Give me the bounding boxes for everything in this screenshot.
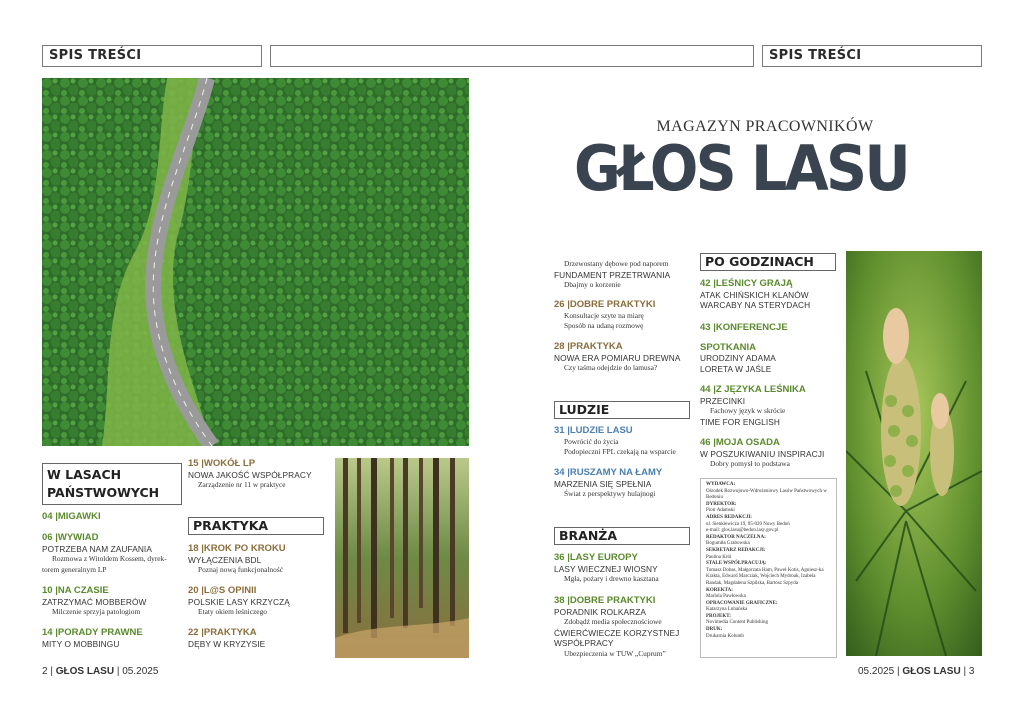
toc-entry-fundament[interactable]: [554, 259, 694, 291]
toc-entry-head: 36 |LASY EUROPY: [554, 552, 638, 563]
toc-entry-head: 04 |MIGAWKI: [42, 511, 101, 522]
toc-entry-lasy-europy[interactable]: [554, 553, 694, 585]
toc-entry-desc: Milczenie sprzyja patologiom: [52, 607, 141, 616]
footer-separator: |: [963, 666, 967, 677]
imprint-item: KOREKTA: Marlola Pawłowska: [706, 587, 746, 600]
toc-entry-desc: Rozmowa z Witoldem Kossem, dyrek-: [52, 554, 167, 563]
imprint-item: DYREKTOR: Piotr Adamski: [706, 501, 737, 514]
toc-entry-title: FUNDAMENT PRZETRWANIA: [554, 269, 671, 280]
toc-entry-title: W POSZUKIWANIU INSPIRACJI: [700, 448, 825, 459]
toc-entry-head: 31 |LUDZIE LASU: [554, 425, 633, 436]
toc-entry-desc: Konsultacje szyte na miarę: [564, 310, 644, 320]
toc-entry-desc: Ubezpieczenia w TUW „Cuprum”: [564, 648, 666, 658]
toc-entry-head: 20 |L@S OPINII: [188, 585, 257, 596]
section-praktyka: PRAKTYKA: [188, 517, 324, 535]
toc-entry-title: MARZENIA SIĘ SPEŁNIA: [554, 478, 652, 489]
footer-separator: |: [50, 666, 53, 677]
toc-entry-porady-prawne[interactable]: [42, 628, 187, 649]
imprint-item: ADRES REDAKCJI: ul. Sienkiewicza 19, 95-020 Nowy Bedoń e-mail: glos.lasu@bedon.lasy.gov.pl: [706, 514, 790, 534]
toc-entry-head: 34 |RUSZAMY NA ŁAMY: [554, 467, 663, 478]
section-po-godzinach: PO GODZINACH: [700, 253, 836, 271]
imprint-item: OPRACOWANIE GRAFICZNE: Katarzyna Lubańska: [706, 600, 778, 613]
toc-entry-title: ZATRZYMAĆ MOBBERÓW: [42, 596, 147, 607]
footer-date: 05.2025: [122, 666, 159, 677]
header-center-bar: [270, 45, 754, 67]
toc-entry-praktyka-22[interactable]: [188, 628, 333, 649]
toc-entry-desc: Zdobądź media społecznościowe: [564, 617, 662, 626]
toc-entry-dobre-praktyki-26[interactable]: [554, 300, 694, 332]
imprint-item: SEKRETARZ REDAKCJI: Paulina Król: [706, 547, 766, 560]
page-number: 3: [968, 666, 975, 677]
toc-entry-migawki[interactable]: [42, 512, 187, 523]
footer-left: [42, 666, 158, 677]
toc-entry-head: 42 |LEŚNICY GRAJĄ: [700, 278, 793, 289]
toc-entry-head: SPOTKANIA: [700, 342, 756, 353]
toc-entry-title: LORETA W JAŚLE: [700, 364, 772, 374]
toc-entry-title: POTRZEBA NAM ZAUFANIA: [42, 543, 152, 554]
toc-entry-konferencje[interactable]: [700, 322, 845, 375]
imprint-item: WYDAWCA: Ośrodek Rozwojowo-Wdrożeniowy Lasów Państwowych w Bedoniu: [706, 482, 827, 501]
toc-entry-desc: Fachowy język w skrócie: [710, 406, 786, 415]
toc-entry-title: WARCABY NA STERYDACH: [700, 300, 811, 310]
toc-entry-head: 43 |KONFERENCJE: [700, 322, 788, 333]
toc-entry-head: 44 |Z JĘZYKA LEŚNIKA: [700, 384, 806, 395]
toc-entry-title: PORADNIK ROLKARZA: [554, 606, 647, 617]
toc-entry-lesnicy-graja[interactable]: [700, 279, 845, 311]
toc-entry-title: MITY O MOBBINGU: [42, 638, 120, 649]
toc-entry-title: NOWA JAKOŚĆ WSPÓŁPRACY: [188, 469, 312, 480]
page-number: 2: [42, 666, 48, 677]
toc-entry-head: 14 |PORADY PRAWNE: [42, 627, 143, 638]
toc-entry-wywiad[interactable]: [42, 533, 187, 575]
toc-entry-na-czasie[interactable]: [42, 586, 187, 618]
footer-brand: GŁOS LASU: [902, 666, 961, 677]
forest-trunks-image: [335, 458, 469, 658]
footer-right: [858, 666, 974, 677]
toc-entry-head: 46 |MOJA OSADA: [700, 437, 780, 448]
masthead-subtitle: MAGAZYN PRACOWNIKÓW: [656, 118, 874, 135]
imprint-item: STALE WSPÓŁPRACUJĄ: Tomasz Dobas, Małgorzata Ham, Paweł Kotis, Agniesz-ka Krakta, Edward Marcziak, Wojciech Mydroak, Izabela Randak, Magdalena Szpilska, Bartosz Szpyda: [706, 561, 824, 586]
toc-entry-title: DĘBY W KRYZYSIE: [188, 638, 266, 649]
toc-entry-head: 28 |PRAKTYKA: [554, 341, 623, 352]
masthead-title: GŁOS LASU: [574, 132, 908, 205]
toc-entry-title: ATAK CHIŃSKICH KLANÓW: [700, 289, 809, 300]
toc-entry-head: 26 |DOBRE PRAKTYKI: [554, 299, 656, 310]
toc-entry-desc: Etaty okiem leśniczego: [198, 607, 267, 616]
footer-separator: |: [116, 666, 120, 677]
toc-entry-krok-po-kroku[interactable]: [188, 544, 333, 576]
footer-date: 05.2025: [858, 666, 895, 677]
toc-entry-head: 06 |WYWIAD: [42, 532, 99, 543]
toc-entry-wokol-lp[interactable]: [188, 459, 333, 491]
toc-entry-title: ĆWIERĆWIECZE KORZYSTNEJ: [554, 627, 680, 638]
section-branza: BRANŻA: [554, 527, 690, 545]
toc-entry-las-opinii[interactable]: [188, 586, 333, 618]
toc-entry-desc: Czy taśma odejdzie do lamusa?: [564, 363, 658, 372]
footer-separator: |: [896, 666, 900, 677]
toc-entry-z-jezyka-lesnika[interactable]: [700, 385, 845, 427]
header-right-title: SPIS TREŚCI: [762, 45, 982, 67]
toc-entry-desc: Drzewostany dębowe pod naporem: [564, 259, 669, 268]
toc-entry-title: PRZECINKI: [700, 395, 746, 406]
toc-entry-ruszamy-na-lamy[interactable]: [554, 468, 694, 500]
imprint-box: [700, 478, 837, 658]
toc-entry-head: 22 |PRAKTYKA: [188, 627, 257, 638]
toc-entry-desc: Mgła, pożary i drewno kasztana: [564, 574, 659, 583]
toc-entry-desc: Sposób na udaną rozmowę: [564, 321, 644, 330]
section-ludzie: LUDZIE: [554, 401, 690, 419]
toc-entry-title: POLSKIE LASY KRZYCZĄ: [188, 596, 290, 607]
toc-entry-title: URODZINY ADAMA: [700, 353, 776, 363]
toc-entry-title: LASY WIECZNEJ WIOSNY: [554, 563, 658, 574]
toc-entry-moja-osada[interactable]: [700, 438, 845, 470]
header-left-title: SPIS TREŚCI: [42, 45, 262, 67]
imprint-item: PROJEKT: Novimedia Content Publishing: [706, 613, 768, 626]
toc-entry-title: WYŁĄCZENIA BDL: [188, 554, 262, 565]
toc-entry-desc: Zarządzenie nr 11 w praktyce: [198, 480, 286, 489]
toc-entry-title: WSPÓŁPRACY: [554, 638, 614, 648]
toc-entry-desc: torem generalnym LP: [42, 564, 107, 574]
toc-entry-desc: Podopieczni FPL czekają na wsparcie: [564, 447, 676, 456]
toc-entry-head: 15 |WOKÓŁ LP: [188, 458, 256, 469]
section-w-lasach-panstwowych: W LASACH PAŃSTWOWYCH: [42, 463, 182, 505]
forest-road-aerial-image: [42, 78, 469, 446]
toc-entry-title: TIME FOR ENGLISH: [700, 416, 780, 427]
toc-entry-desc: Powrócić do życia: [564, 436, 619, 446]
toc-entry-head: 38 |DOBRE PRAKTYKI: [554, 595, 656, 606]
toc-entry-dobre-praktyki-38[interactable]: [554, 596, 694, 659]
toc-entry-praktyka-28[interactable]: [554, 342, 694, 374]
toc-entry-desc: Poznaj nową funkcjonalność: [198, 565, 283, 574]
pine-shoot-image: [846, 251, 982, 656]
toc-entry-desc: Dbajmy o korzenie: [564, 280, 621, 289]
footer-brand: GŁOS LASU: [55, 666, 115, 677]
toc-entry-title: NOWA ERA POMIARU DREWNA: [554, 352, 681, 363]
toc-entry-desc: Dobry pomysł to podstawa: [710, 459, 790, 468]
toc-entry-desc: Świat z perspektywy hulajnogi: [564, 489, 656, 498]
imprint-item: DRUK: Drukarnia Kolumb: [706, 627, 744, 639]
toc-entry-head: 18 |KROK PO KROKU: [188, 543, 286, 554]
imprint-item: REDAKTOR NACZELNA: Bogumiła Grabowska: [706, 534, 766, 547]
toc-entry-head: 10 |NA CZASIE: [42, 585, 109, 596]
toc-entry-ludzie-lasu[interactable]: [554, 426, 694, 458]
